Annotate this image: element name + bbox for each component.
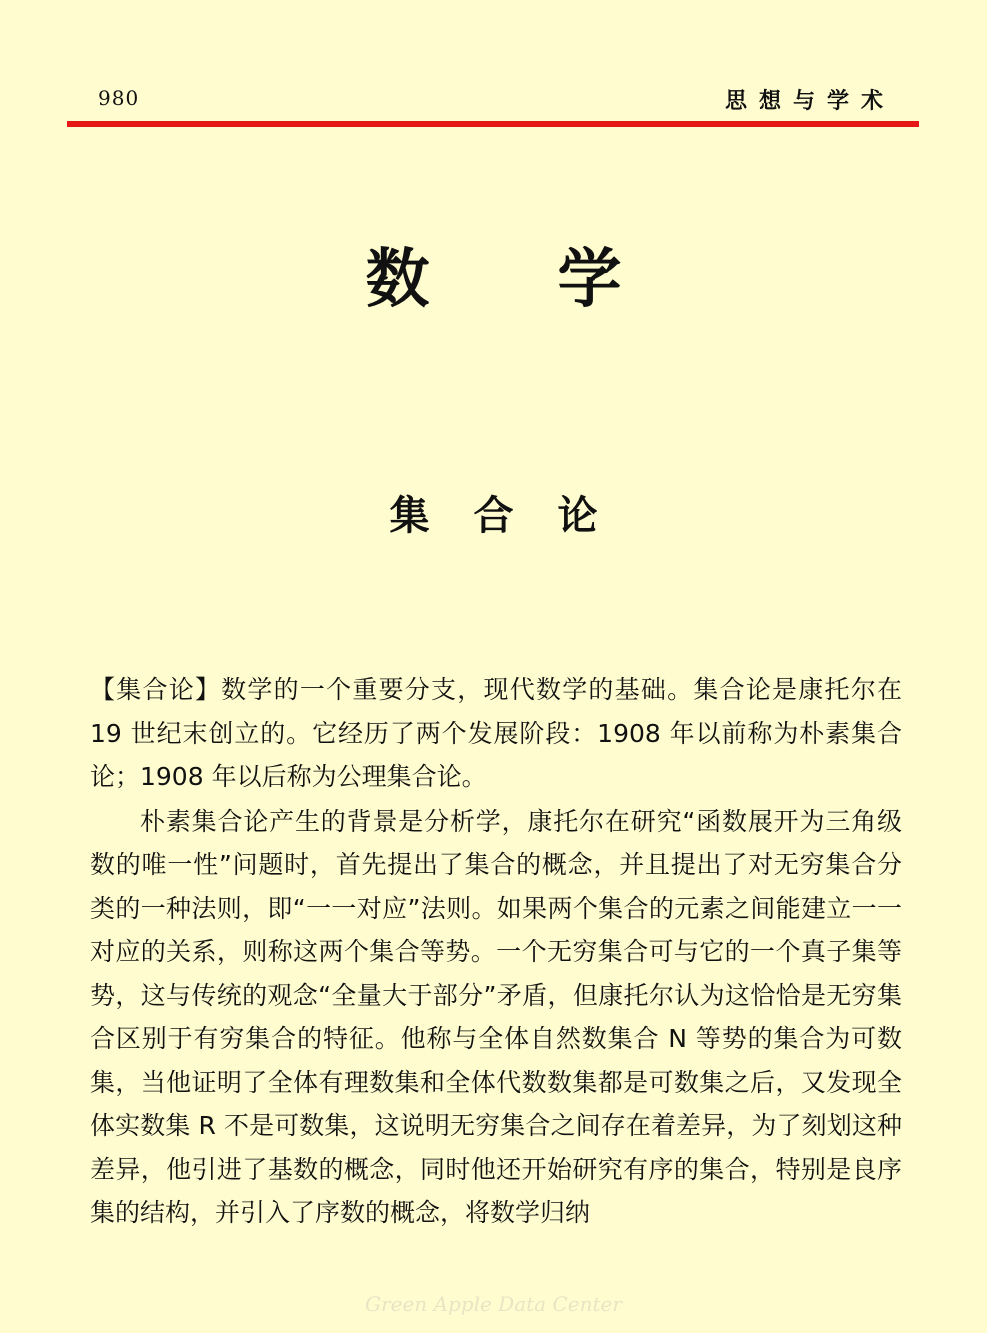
header-rule xyxy=(67,121,919,127)
section-title: 数学 xyxy=(365,243,750,317)
paragraph: 朴素集合论产生的背景是分析学，康托尔在研究“函数展开为三角级数的唯一性”问题时，首先提出了集合的概念，并且提出了对无穷集合分类的一种法则，即“一一对应”法则。如果两个集合的元素之间能建立一一对应的关系，则称这两个集合等势。一个无穷集合可与它的一个真子集等势，这与传统的观念“全量大于部分”矛盾，但康托尔认为这恰恰是无穷集合区别于有穷集合的特征。他称与全体自然数集合 N 等势的集合为可数集，当他证明了全体有理数集和全体代数数集都是可数集之后，又发现全体实数集 R 不是可数集，这说明无穷集合之间存在着差异，为了刻划这种差异，他引进了基数的概念，同时他还开始研究有序的集合，特别是良序集的结构，并引入了序数的概念，将数学归纳 xyxy=(90,806,902,1227)
watermark: Green Apple Data Center xyxy=(365,1292,622,1316)
running-header: 思想与学术 xyxy=(724,89,895,114)
body-text xyxy=(90,668,902,1235)
subsection-title: 集合论 xyxy=(389,493,642,539)
paragraph: 【集合论】数学的一个重要分支，现代数学的基础。集合论是康托尔在 19 世纪末创立的。它经历了两个发展阶段：1908 年以前称为朴素集合论；1908 年以后称为公理集合论。 xyxy=(90,675,902,791)
page-number: 980 xyxy=(98,86,140,110)
